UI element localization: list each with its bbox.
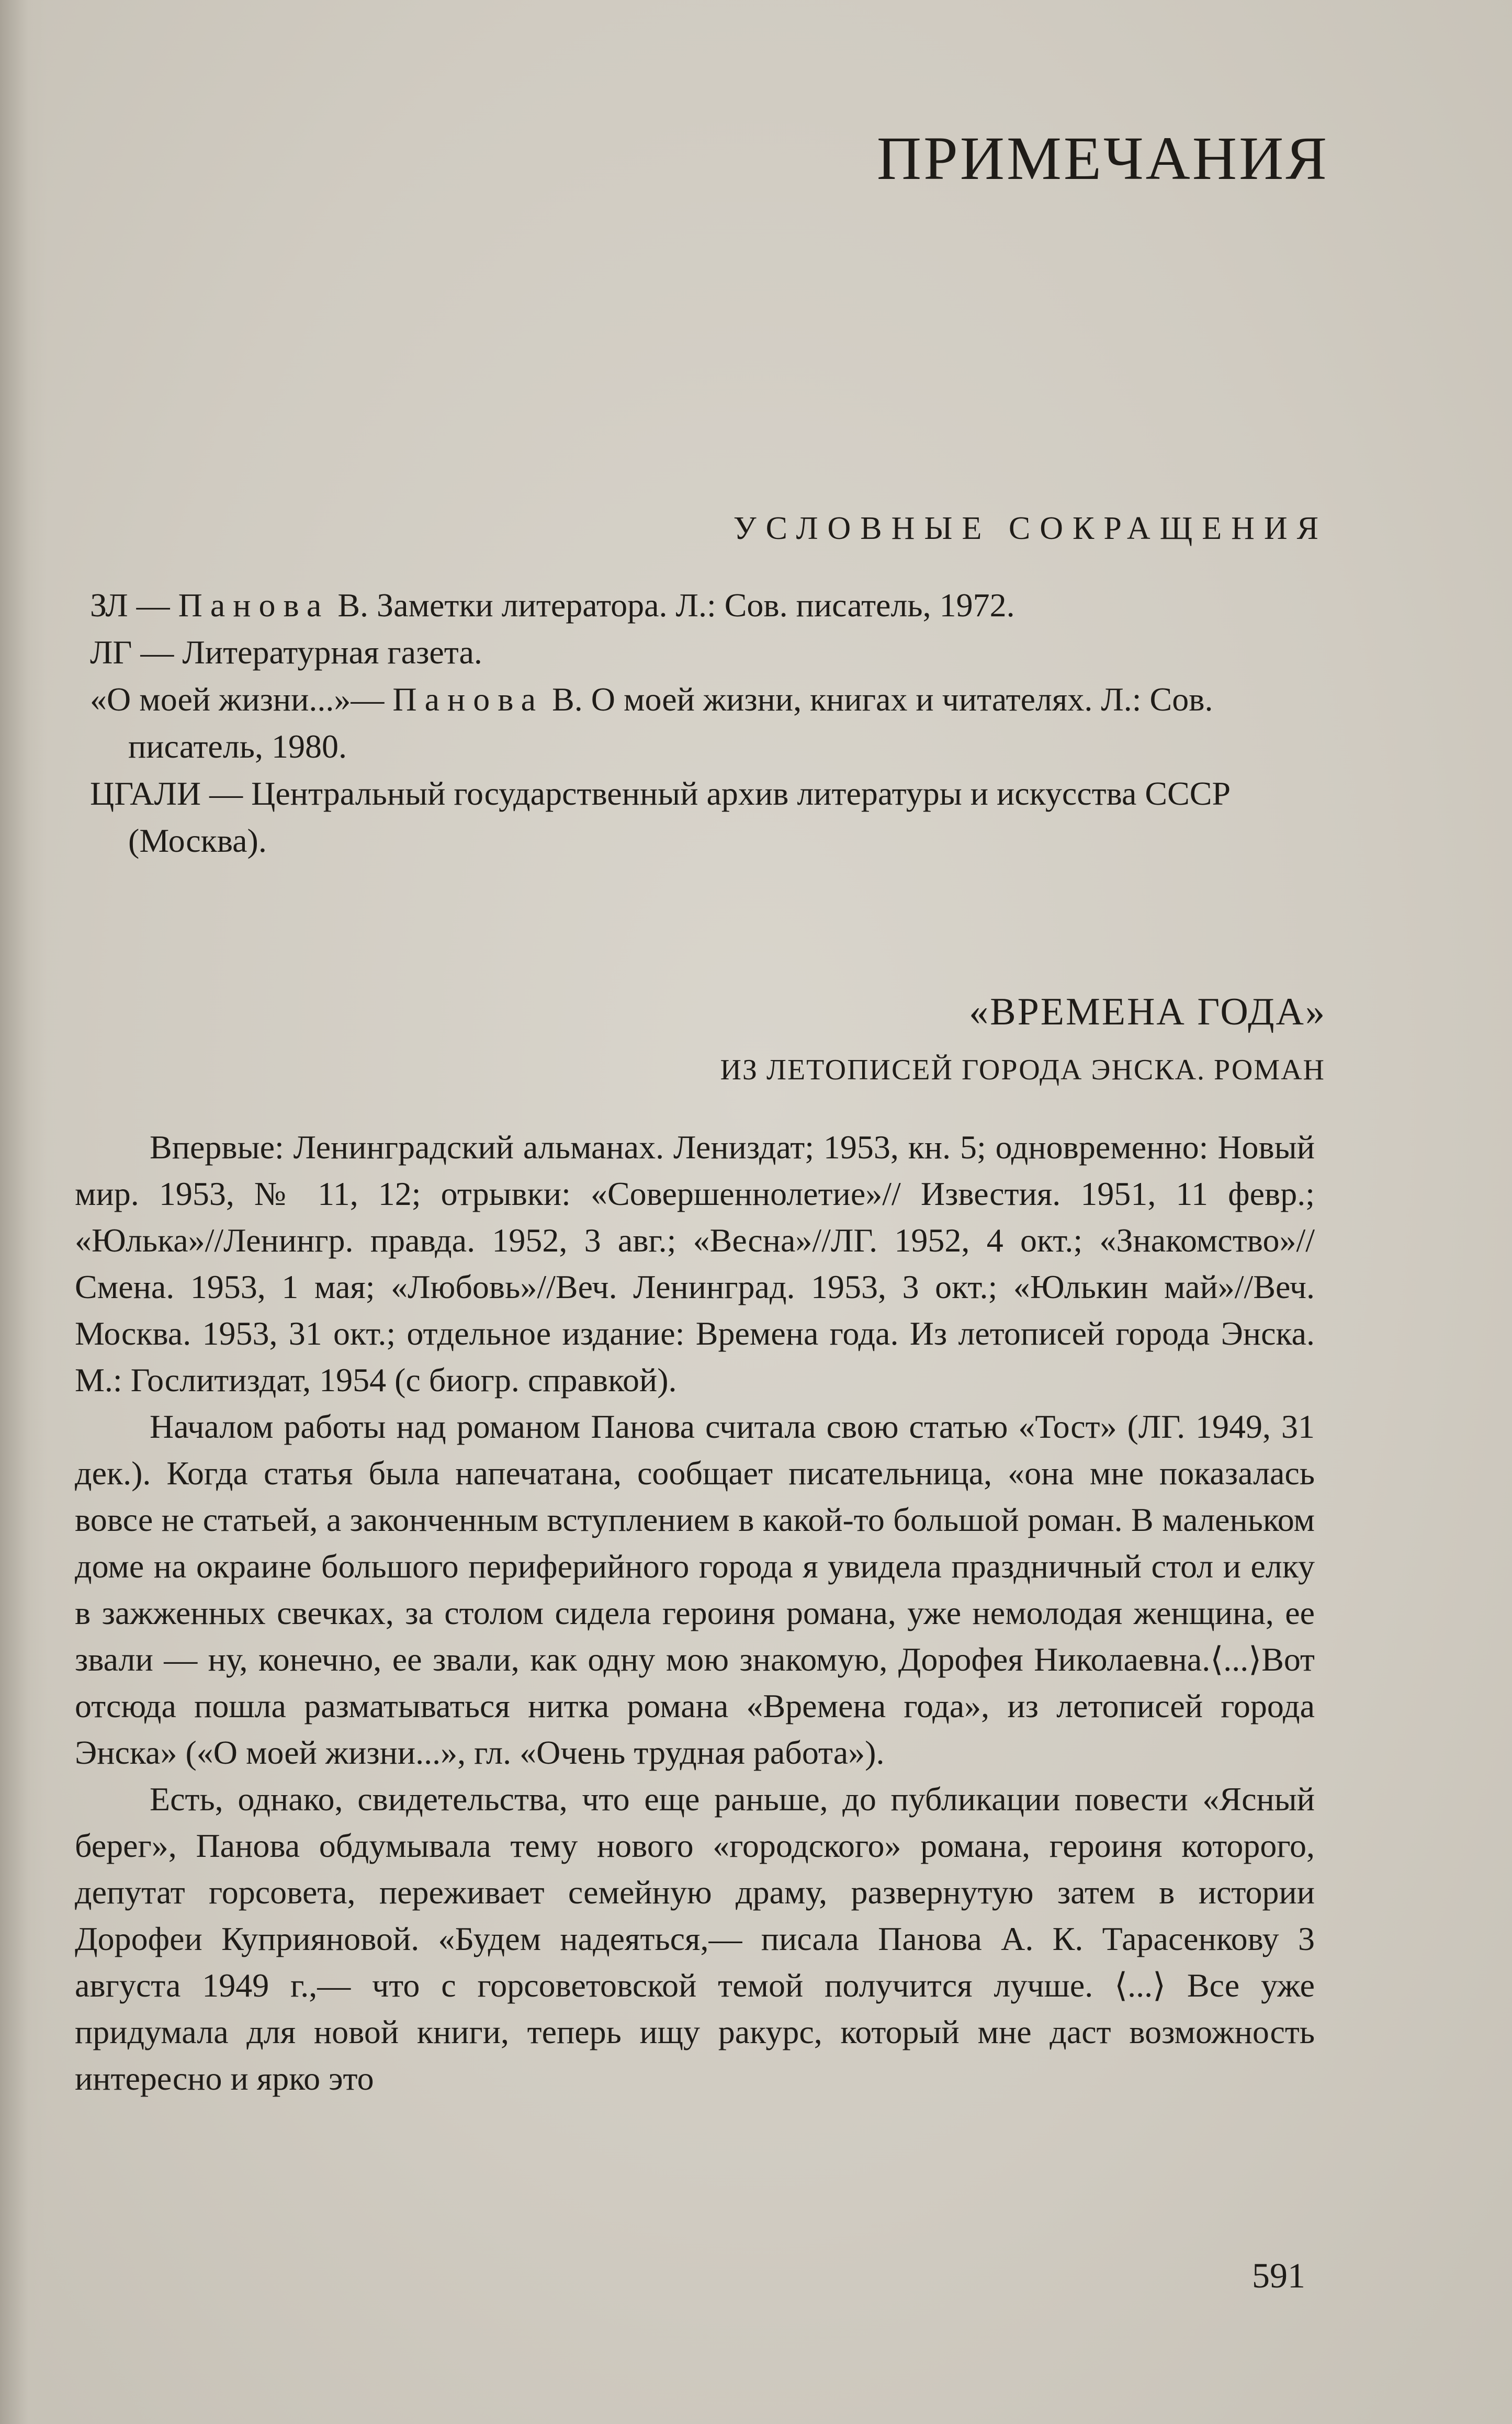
abbreviations-list [90,582,1330,864]
abbreviation-definition: Литературная газета. [182,634,482,671]
abbreviation-dash: — [132,634,183,671]
abbreviation-term: ЛГ [90,634,132,671]
paragraph: Началом работы над романом Панова считала свою статью «Тост» (ЛГ. 1949, 31 дек.). Когда статья была напечатана, сообщает писательница, «она мне показалась вовсе не статьей, а законченным вступлением в какой-то большой роман. В маленьком доме на окраине большого периферийного города я увидела праздничный стол и елку в зажженных свечках, за столом сидела героиня романа, уже немолодая женщина, ее звали — ну, конечно, ее звали, как одну мою знакомую, Дорофея Николаевна.⟨...⟩Вот отсюда пошла разматываться нитка романа «Времена года», из летописей города Энска» («О моей жизни...», гл. «Очень трудная работа»). [75,1408,1315,1771]
abbreviation-term: «О моей жизни...» [90,681,351,718]
abbreviation-item [90,770,1330,864]
work-subtitle: ИЗ ЛЕТОПИСЕЙ ГОРОДА ЭНСКА. РОМАН [720,1054,1325,1086]
abbreviation-dash: — [128,587,178,624]
abbreviation-author: Панова [392,681,544,718]
abbreviation-item [90,676,1330,770]
notes-body [75,1124,1315,2102]
abbreviation-definition: В. О моей жизни, книгах и читателях. Л.: Сов. писатель, 1980. [128,681,1213,765]
abbreviation-dash: — [201,775,252,812]
page-title: ПРИМЕЧАНИЯ [876,124,1329,193]
abbreviation-item [90,582,1330,629]
work-title: «ВРЕМЕНА ГОДА» [969,990,1326,1033]
abbreviation-item [90,629,1330,676]
abbreviations-heading: УСЛОВНЫЕ СОКРАЩЕНИЯ [733,511,1328,546]
abbreviation-definition: Центральный государственный архив литературы и искусства СССР (Москва). [128,775,1231,859]
abbreviation-dash: — [351,681,393,718]
abbreviation-term: ЦГАЛИ [90,775,201,812]
page-number: 591 [1252,2256,1305,2295]
abbreviation-author: Панова [178,587,330,624]
abbreviation-term: ЗЛ [90,587,128,624]
paragraph: Есть, однако, свидетельства, что еще раньше, до публикации повести «Ясный берег», Панова обдумывала тему нового «городского» романа, героиня которого, депутат горсовета, переживает семейную драму, развернутую затем в истории Дорофеи Куприяновой. «Будем надеяться,— писала Панова А. К. Тарасенкову 3 августа 1949 г.,— что с горсоветовской темой получится лучше. ⟨...⟩ Все уже придумала для новой книги, теперь ищу ракурс, который мне даст возможность интересно и ярко это [75,1780,1315,2097]
paragraph: Впервые: Ленинградский альманах. Лениздат; 1953, кн. 5; одновременно: Новый мир. 1953, № 11, 12; отрывки: «Совершеннолетие»// Известия. 1951, 11 февр.; «Юлька»//Ленингр. правда. 1952, 3 авг.; «Весна»//ЛГ. 1952, 4 окт.; «Знакомство»//Смена. 1953, 1 мая; «Любовь»//Веч. Ленинград. 1953, 3 окт.; «Юлькин май»//Веч. Москва. 1953, 31 окт.; отдельное издание: Времена года. Из летописей города Энска. М.: Гослитиздат, 1954 (с биогр. справкой). [75,1129,1315,1399]
abbreviation-definition: В. Заметки литератора. Л.: Сов. писатель, 1972. [329,587,1015,624]
